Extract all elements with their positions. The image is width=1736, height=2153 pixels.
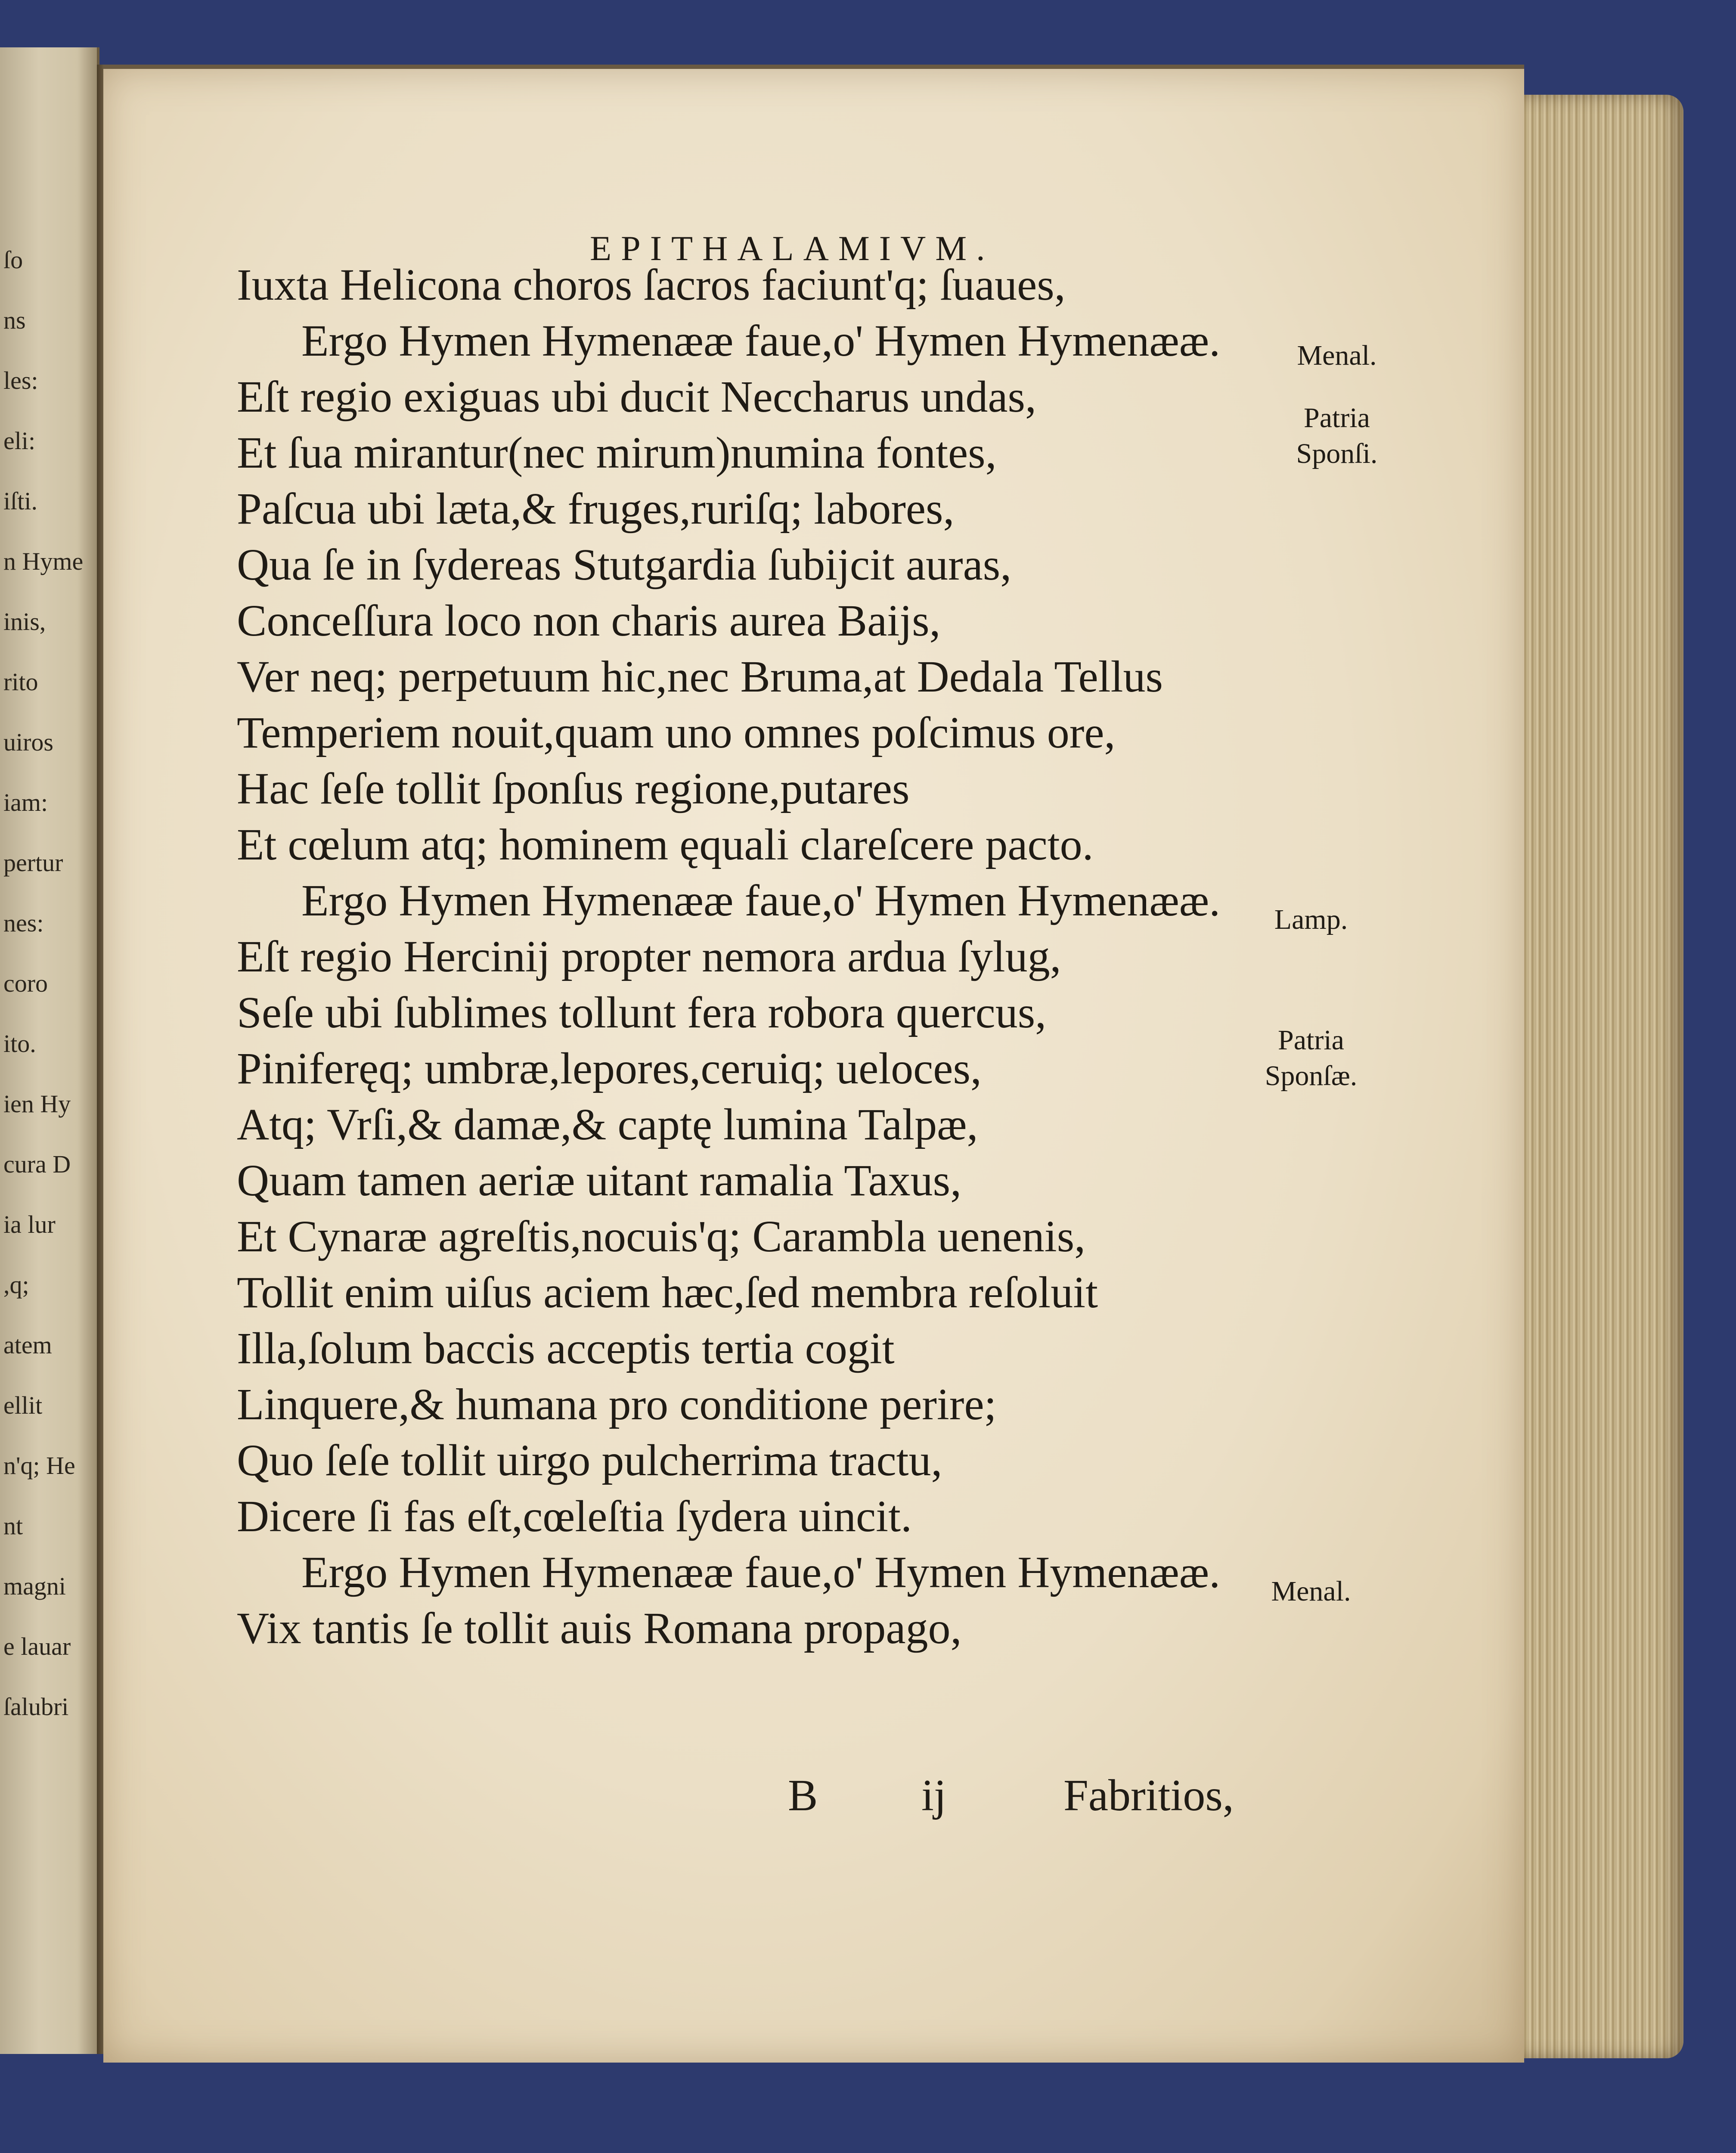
recto-page: [103, 65, 1524, 2063]
left-fragment: nes:: [3, 909, 44, 937]
left-fragment: n'q; He: [3, 1452, 75, 1480]
verse-line: Quo ſeſe tollit uirgo pulcherrima tractu,: [237, 1436, 942, 1485]
left-fragment: ſo: [3, 246, 23, 274]
left-page-edge: [0, 47, 99, 2054]
left-fragment: e lauar: [3, 1632, 71, 1660]
verse-line: Conceſſura loco non charis aurea Baijs,: [237, 596, 941, 645]
left-fragment: cura D: [3, 1150, 71, 1178]
verse-line: Ver neq; perpetuum hic,nec Bruma,at Dedala Tellus: [237, 652, 1163, 701]
left-fragment: uiros: [3, 728, 53, 756]
marginal-note: Patria Sponſi.: [1296, 402, 1378, 469]
left-fragment: n Hyme: [3, 547, 84, 575]
left-fragment: ns: [3, 306, 26, 334]
page-block-edges: [1498, 95, 1683, 2058]
marginal-note: Patria Sponſæ.: [1265, 1024, 1358, 1092]
signature-number: ij: [921, 1771, 946, 1820]
verse-line: Linquere,& humana pro conditione perire;: [237, 1380, 997, 1429]
verse-line: Dicere ſi fas eſt,cœleſtia ſydera uincit.: [237, 1492, 912, 1541]
verse-line: Piniferęq; umbræ,lepores,ceruiq; ueloces,: [237, 1044, 982, 1093]
left-fragment: ia lur: [3, 1210, 56, 1238]
left-fragment: ,q;: [3, 1271, 29, 1299]
verse-line: Tollit enim uiſus aciem hæc,ſed membra reſoluit: [237, 1268, 1098, 1317]
verse-line: Ergo Hymen Hymenææ faue,o' Hymen Hymenææ.: [301, 1548, 1221, 1597]
catchword: Fabritios,: [1063, 1771, 1234, 1820]
left-fragment: iam:: [3, 788, 48, 816]
verse-line: Iuxta Helicona choros ſacros faciunt'q; ſuaues,: [237, 260, 1066, 310]
left-fragment: magni: [3, 1572, 66, 1600]
verse-line: Ergo Hymen Hymenææ faue,o' Hymen Hymenææ.: [301, 316, 1221, 366]
verse-line: Illa,ſolum baccis acceptis tertia cogit: [237, 1324, 895, 1373]
verse-line: Quam tamen aeriæ uitant ramalia Taxus,: [237, 1156, 962, 1205]
left-fragment: coro: [3, 969, 48, 997]
left-fragment: atem: [3, 1331, 52, 1359]
signature-mark: B: [788, 1771, 818, 1820]
verse-line: Seſe ubi ſublimes tollunt fera robora quercus,: [237, 988, 1047, 1037]
verse-line: Temperiem nouit,quam uno omnes poſcimus ore,: [237, 708, 1116, 757]
left-fragment: ien Hy: [3, 1090, 71, 1118]
verse-line: Vix tantis ſe tollit auis Romana propago,: [237, 1604, 962, 1653]
verse-line: Qua ſe in ſydereas Stutgardia ſubijcit auras,: [237, 540, 1012, 589]
left-fragment: pertur: [3, 849, 63, 877]
verse-line: Paſcua ubi læta,& fruges,ruriſq; labores,: [237, 484, 955, 534]
left-fragment: eli:: [3, 427, 36, 455]
left-fragment: ellit: [3, 1391, 43, 1419]
verse-line: Et Cynaræ agreſtis,nocuis'q; Carambla uenenis,: [237, 1212, 1086, 1261]
left-fragment: rito: [3, 668, 38, 696]
verse-line: Eſt regio exiguas ubi ducit Neccharus undas,: [237, 372, 1037, 422]
left-fragment: iſti.: [3, 487, 37, 515]
left-fragment: inis,: [3, 608, 46, 636]
verse-line: Hac ſeſe tollit ſponſus regione,putares: [237, 764, 910, 813]
verse-line: Atq; Vrſi,& damæ,& captę lumina Talpæ,: [237, 1100, 978, 1149]
marginal-note: Lamp.: [1274, 904, 1348, 935]
running-head: EPITHALAMIVM.: [590, 229, 995, 268]
left-fragment: nt: [3, 1512, 23, 1540]
verse-line: Ergo Hymen Hymenææ faue,o' Hymen Hymenææ.: [301, 876, 1221, 925]
verse-line: Eſt regio Hercinij propter nemora ardua ſylug,: [237, 932, 1061, 981]
left-fragment: ſalubri: [3, 1693, 69, 1721]
marginal-note: Menal.: [1271, 1576, 1351, 1607]
marginal-note: Menal.: [1297, 340, 1377, 371]
verse-line: Et cœlum atq; hominem ęquali clareſcere pacto.: [237, 820, 1094, 869]
left-fragment: les:: [3, 366, 38, 394]
left-fragment: ito.: [3, 1030, 36, 1058]
verse-line: Et ſua mirantur(nec mirum)numina fontes,: [237, 428, 997, 478]
